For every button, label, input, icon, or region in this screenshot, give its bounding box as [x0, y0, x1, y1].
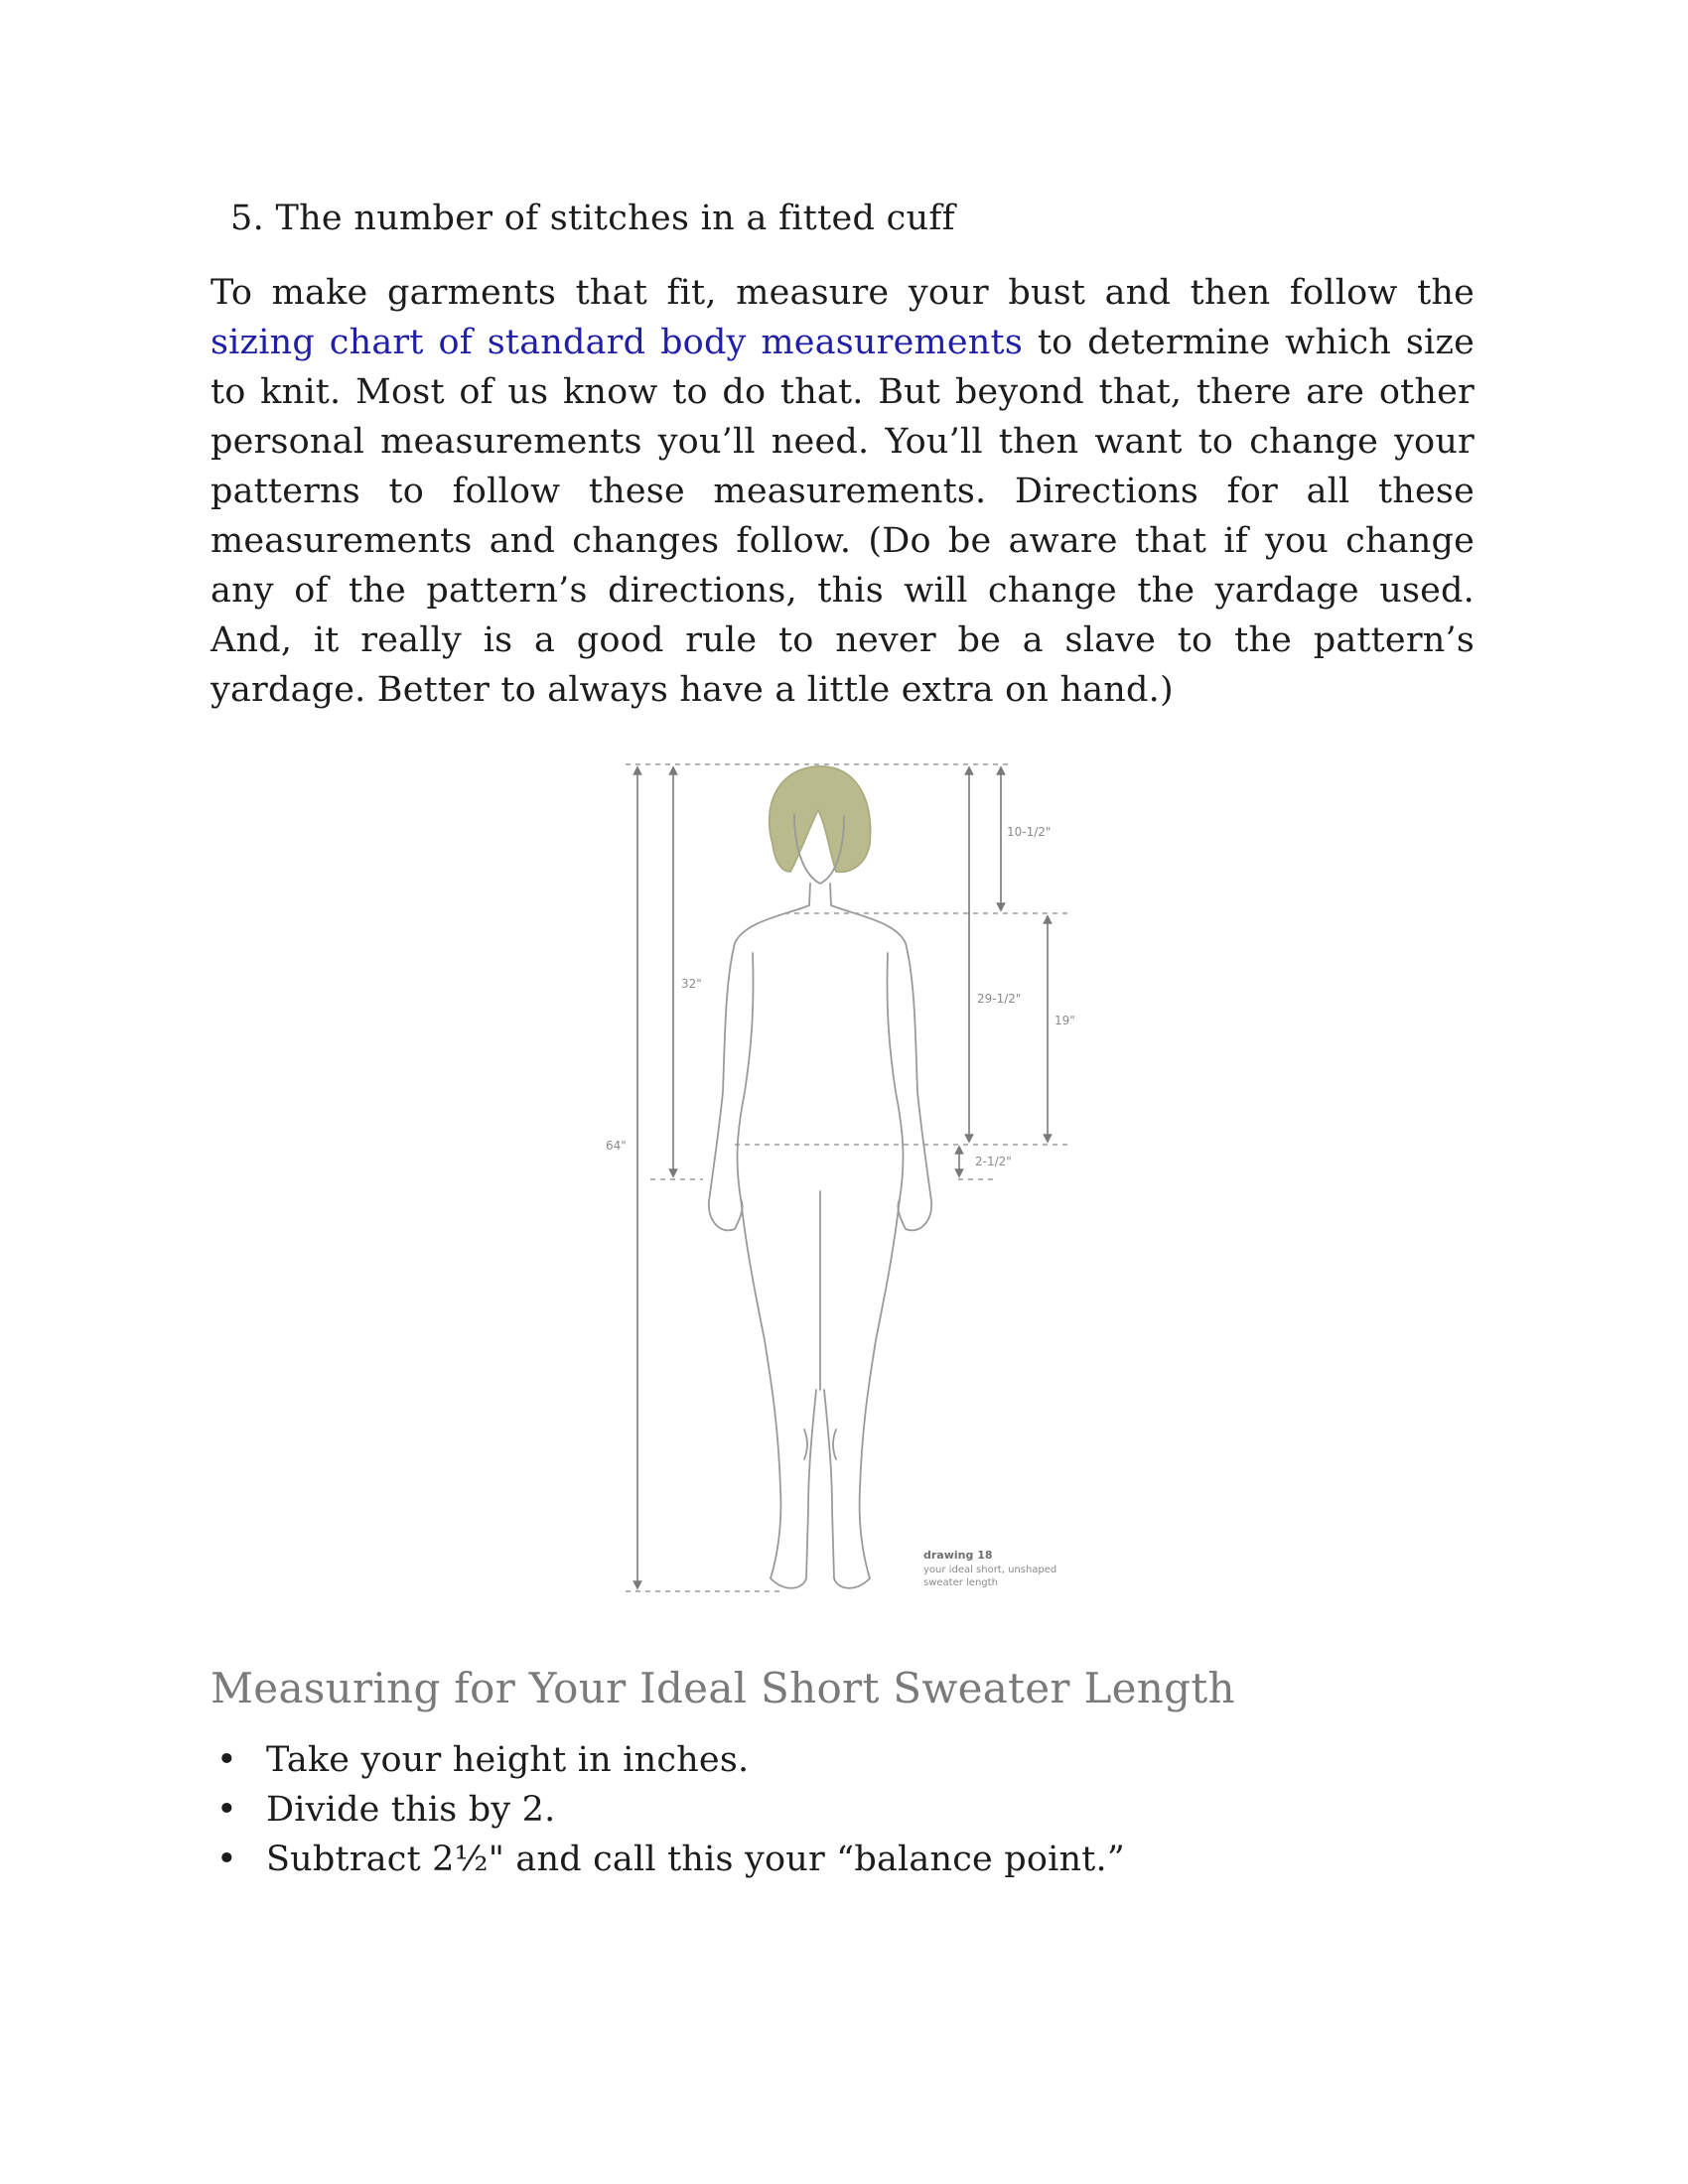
neck-to-balance-label: 19": [1055, 1014, 1075, 1027]
measurement-drawing: [596, 754, 1092, 1598]
figure-caption-title: drawing 18: [923, 1549, 993, 1562]
body-outline: [709, 766, 931, 1588]
knees: [804, 1430, 836, 1459]
bullet-text: Divide this by 2.: [266, 1790, 556, 1830]
figure-caption-line-2: sweater length: [923, 1577, 998, 1588]
paragraph-text-before-link: To make garments that fit, measure your bust and then follow the: [211, 273, 1475, 313]
figure-caption-line-1: your ideal short, unshaped: [923, 1565, 1057, 1575]
section-heading: Measuring for Your Ideal Short Sweater Length: [211, 1664, 1235, 1712]
measurement-arrows: [637, 770, 1048, 1585]
head-to-balance-label: 29-1/2": [977, 992, 1022, 1006]
hair: [770, 766, 871, 872]
bullet-icon: •: [216, 1840, 237, 1879]
bullet-icon: •: [216, 1790, 237, 1830]
list-item-number: 5.: [230, 199, 264, 238]
left-body-leg: [738, 953, 816, 1588]
body-measurement-figure: [596, 754, 1092, 1598]
list-item: [211, 1835, 1125, 1884]
left-arm: [709, 905, 809, 1230]
paragraph-text-after-link: to determine which size to knit. Most of us know to do that. But beyond that, there are other personal measurements you’ll need. You’ll then want to change your patterns to follow these measurements. Directions for all these measurements and changes follow. (Do be aware that if you change any of the pattern’s directions, this will change the yardage used. And, it really is a good rule to never be a slave to the pattern’s yardage. Better to always have a little extra on hand.): [211, 323, 1475, 710]
bullet-text: Subtract 2½" and call this your “balance point.”: [266, 1840, 1125, 1879]
list-item: [211, 1785, 1125, 1835]
numbered-list-item: [230, 199, 955, 238]
instruction-bullet-list: [211, 1735, 1125, 1884]
right-arm: [831, 905, 931, 1230]
balance-offset-label: 2-1/2": [975, 1155, 1012, 1168]
head-to-hem-label: 32": [681, 977, 702, 991]
bullet-icon: •: [216, 1740, 237, 1780]
list-item: [211, 1735, 1125, 1785]
intro-paragraph: [211, 268, 1475, 715]
list-item-text: The number of stitches in a fitted cuff: [275, 199, 955, 238]
sizing-chart-link[interactable]: sizing chart of standard body measurements: [211, 323, 1023, 362]
bullet-text: Take your height in inches.: [266, 1740, 750, 1780]
right-body-leg: [824, 953, 903, 1588]
head-to-neck-label: 10-1/2": [1007, 825, 1052, 839]
neck: [809, 884, 831, 905]
total-height-label: 64": [606, 1139, 627, 1153]
